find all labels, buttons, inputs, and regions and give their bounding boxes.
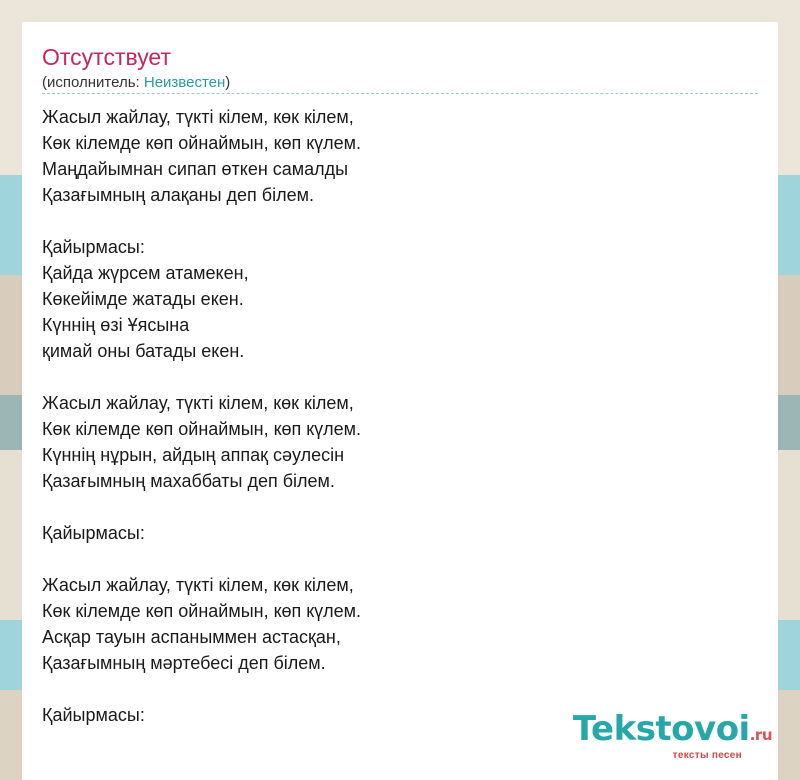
lyric-line: Көк кілемде көп ойнаймын, көп күлем. (42, 601, 362, 621)
title-divider (42, 93, 758, 94)
lyric-line: Қайырмасы: (42, 523, 145, 543)
lyric-line: Күннің өзі Ұясына (42, 315, 190, 335)
logo-tagline: тексты песен (672, 750, 742, 761)
lyric-line: Қазағымның мәртебесі деп білем. (42, 653, 326, 673)
lyric-line: Жасыл жайлау, түкті кілем, көк кілем, (42, 575, 354, 595)
lyric-line: Қайырмасы: (42, 237, 145, 257)
artist-prefix: (исполнитель: (42, 74, 144, 91)
lyric-blank-line (42, 546, 361, 572)
lyric-line: Маңдайымнан сипап өткен самалды (42, 159, 349, 179)
lyric-line: Көкейімде жатады екен. (42, 289, 244, 309)
lyric-line: Күннің нұрын, айдың аппақ сәулесін (42, 445, 345, 465)
logo-tld: .ru (749, 726, 772, 744)
lyric-line: Көк кілемде көп ойнаймын, көп күлем. (42, 133, 362, 153)
artist-link[interactable]: Неизвестен (143, 74, 226, 91)
artist-line (42, 74, 230, 91)
artist-suffix: ) (225, 74, 231, 91)
lyric-line: Жасыл жайлау, түкті кілем, көк кілем, (42, 393, 354, 413)
lyric-line: Қазағымның алақаны деп білем. (42, 185, 315, 205)
lyric-line: Қайырмасы: (42, 705, 145, 725)
song-title: Отсутствует (42, 44, 171, 70)
lyrics-text (42, 104, 361, 728)
lyric-line: қимай оны батады екен. (42, 341, 245, 361)
site-logo[interactable] (572, 709, 772, 761)
lyric-line: Қазағымның махаббаты деп білем. (42, 471, 335, 491)
lyric-blank-line (42, 364, 361, 390)
lyric-line: Қайда жүрсем атамекен, (42, 263, 249, 283)
lyrics-card (22, 22, 778, 780)
lyric-blank-line (42, 494, 361, 520)
lyric-line: Асқар тауын аспаныммен астасқан, (42, 627, 341, 647)
logo-name: Tekstovoi (572, 709, 750, 749)
lyric-line: Көк кілемде көп ойнаймын, көп күлем. (42, 419, 362, 439)
lyric-line: Жасыл жайлау, түкті кілем, көк кілем, (42, 107, 354, 127)
lyric-blank-line (42, 208, 361, 234)
lyric-blank-line (42, 676, 361, 702)
